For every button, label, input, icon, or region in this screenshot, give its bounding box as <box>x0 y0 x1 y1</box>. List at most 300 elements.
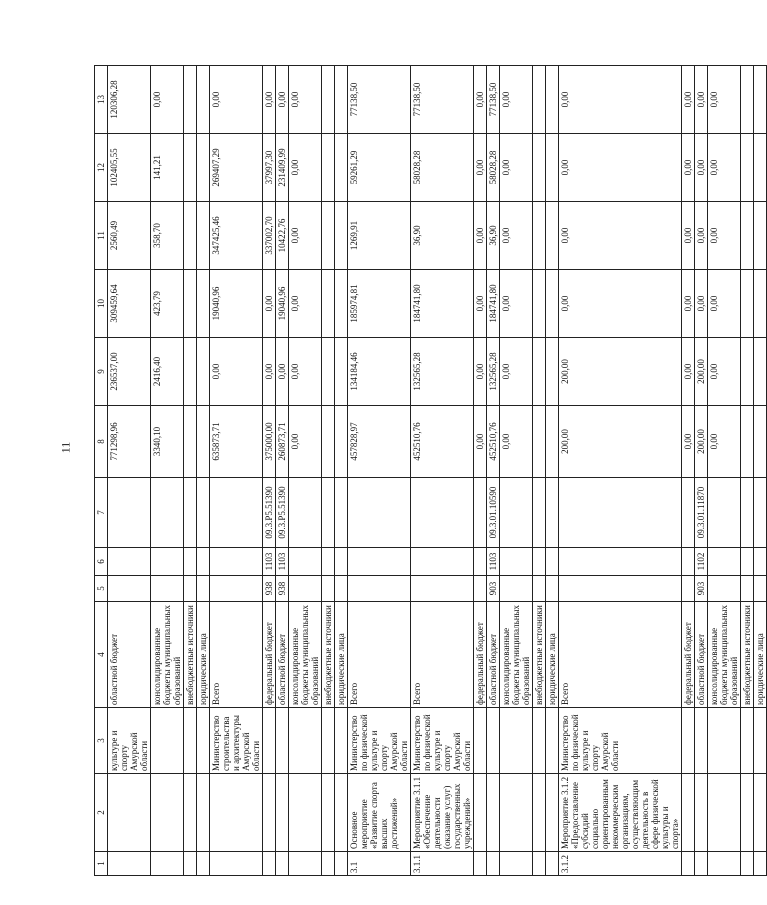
table-cell: 58028,28 <box>411 134 474 202</box>
table-cell: 09.3.P5.51390 <box>263 478 276 548</box>
table-cell: Мероприятие 3.1.1 «Обеспечение деятельности (оказание услуг) государственных учреждений» <box>411 774 474 852</box>
table-cell <box>335 478 348 548</box>
table-cell: 347425,46 <box>210 202 263 270</box>
table-cell <box>322 202 335 270</box>
table-cell <box>546 66 559 134</box>
table-cell <box>108 478 151 548</box>
table-cell <box>184 66 197 134</box>
table-cell <box>487 774 500 852</box>
table-cell: 77138,50 <box>348 66 411 134</box>
table-cell <box>741 774 754 852</box>
table-cell: 0,00 <box>210 66 263 134</box>
header-cell: 8 <box>95 406 108 478</box>
table-cell <box>546 852 559 876</box>
table-cell <box>559 576 682 602</box>
table-cell <box>546 576 559 602</box>
table-cell <box>289 548 322 576</box>
table-cell <box>500 478 533 548</box>
table-cell <box>210 852 263 876</box>
table-cell: 0,00 <box>289 66 322 134</box>
table-cell: 132565,28 <box>411 338 474 406</box>
table-cell: 0,00 <box>559 202 682 270</box>
table-cell <box>741 406 754 478</box>
table-cell <box>546 270 559 338</box>
table-cell <box>335 406 348 478</box>
table-cell <box>151 478 184 548</box>
table-cell <box>335 576 348 602</box>
table-cell <box>184 406 197 478</box>
table-cell <box>754 774 767 852</box>
table-cell <box>184 270 197 338</box>
table-cell: 0,00 <box>682 202 695 270</box>
table-cell <box>322 548 335 576</box>
table-cell <box>474 576 487 602</box>
table-cell <box>708 576 741 602</box>
table-cell <box>741 202 754 270</box>
table-cell: 0,00 <box>289 270 322 338</box>
table-cell <box>708 708 741 774</box>
table-cell <box>151 774 184 852</box>
table-cell <box>322 774 335 852</box>
table-cell <box>487 852 500 876</box>
table-cell <box>682 774 695 852</box>
table-cell: 0,00 <box>289 202 322 270</box>
table-cell <box>411 478 474 548</box>
table-cell <box>184 478 197 548</box>
header-cell: 3 <box>95 708 108 774</box>
table-cell: 0,00 <box>682 66 695 134</box>
table-cell <box>754 338 767 406</box>
table-cell <box>754 406 767 478</box>
table-cell: 0,00 <box>708 66 741 134</box>
header-row <box>95 66 108 876</box>
table-cell: 59261,29 <box>348 134 411 202</box>
table-cell: 200,00 <box>559 338 682 406</box>
table-cell <box>533 478 546 548</box>
header-cell: 1 <box>95 852 108 876</box>
header-cell: 5 <box>95 576 108 602</box>
table-cell: 120306,28 <box>108 66 151 134</box>
table-cell <box>108 852 151 876</box>
table-cell <box>474 852 487 876</box>
table-cell <box>533 202 546 270</box>
table-cell: 1269,91 <box>348 202 411 270</box>
rotated-page <box>94 66 765 876</box>
table-cell: 0,00 <box>263 338 276 406</box>
table-row <box>474 66 487 876</box>
table-cell: Всего <box>411 602 474 708</box>
table-cell: юридические лица <box>197 602 210 708</box>
table-cell <box>197 134 210 202</box>
table-cell: 09.3.01.10590 <box>487 478 500 548</box>
table-cell <box>184 708 197 774</box>
table-cell <box>546 338 559 406</box>
table-cell <box>197 66 210 134</box>
table-cell <box>184 134 197 202</box>
table-cell: 09.3.P5.51390 <box>276 478 289 548</box>
table-cell: 0,00 <box>276 66 289 134</box>
table-cell: юридические лица <box>546 602 559 708</box>
table-cell: 0,00 <box>474 202 487 270</box>
table-cell: областной бюджет <box>276 602 289 708</box>
table-cell: 0,00 <box>500 134 533 202</box>
table-cell <box>335 134 348 202</box>
table-cell <box>474 478 487 548</box>
table-cell: 1103 <box>487 548 500 576</box>
table-cell <box>500 548 533 576</box>
table-cell: 10422,76 <box>276 202 289 270</box>
table-cell <box>754 478 767 548</box>
table-cell: Всего <box>210 602 263 708</box>
table-cell: 102405,55 <box>108 134 151 202</box>
table-cell: 0,00 <box>289 134 322 202</box>
table-cell: 0,00 <box>474 270 487 338</box>
table-cell <box>335 270 348 338</box>
table-cell: 358,70 <box>151 202 184 270</box>
table-cell: 375000,00 <box>263 406 276 478</box>
table-cell: Министерство по физической культуре и спорту Амурской области <box>348 708 411 774</box>
table-cell: 423,79 <box>151 270 184 338</box>
table-row <box>210 66 263 876</box>
table-cell <box>533 576 546 602</box>
table-cell <box>151 576 184 602</box>
table-cell: консолидированные бюджеты муниципальных образований <box>151 602 184 708</box>
table-cell: 0,00 <box>474 406 487 478</box>
table-cell: федеральный бюджет <box>682 602 695 708</box>
table-cell <box>682 852 695 876</box>
table-cell: 0,00 <box>151 66 184 134</box>
table-cell <box>184 852 197 876</box>
table-cell: 0,00 <box>695 270 708 338</box>
budget-table <box>94 65 767 876</box>
table-cell <box>500 852 533 876</box>
table-cell: 236537,00 <box>108 338 151 406</box>
table-cell <box>322 852 335 876</box>
table-cell <box>754 270 767 338</box>
table-cell: Министерство по физической культуре и спорту Амурской области <box>559 708 682 774</box>
table-cell: 457828,97 <box>348 406 411 478</box>
table-cell <box>210 548 263 576</box>
table-row <box>487 66 500 876</box>
table-cell: 141,21 <box>151 134 184 202</box>
table-cell: 0,00 <box>682 338 695 406</box>
table-cell: 1102 <box>695 548 708 576</box>
table-cell: 134184,46 <box>348 338 411 406</box>
table-cell: 200,00 <box>559 406 682 478</box>
table-cell <box>546 134 559 202</box>
table-cell <box>411 576 474 602</box>
table-cell: 58028,28 <box>487 134 500 202</box>
table-cell <box>197 202 210 270</box>
table-cell <box>184 202 197 270</box>
table-row <box>289 66 322 876</box>
table-cell: 0,00 <box>500 270 533 338</box>
table-cell: 0,00 <box>289 406 322 478</box>
table-row <box>276 66 289 876</box>
header-cell: 13 <box>95 66 108 134</box>
table-cell <box>533 548 546 576</box>
table-cell <box>322 66 335 134</box>
table-cell: 452510,76 <box>411 406 474 478</box>
table-cell: 0,00 <box>559 270 682 338</box>
table-cell: 269407,29 <box>210 134 263 202</box>
table-row <box>500 66 533 876</box>
table-cell: 0,00 <box>708 134 741 202</box>
table-cell <box>741 134 754 202</box>
table-cell <box>263 852 276 876</box>
table-cell <box>754 202 767 270</box>
table-cell <box>108 548 151 576</box>
table-cell: юридические лица <box>754 602 767 708</box>
table-cell <box>335 548 348 576</box>
table-cell <box>500 576 533 602</box>
table-cell: областной бюджет <box>108 602 151 708</box>
table-cell <box>335 708 348 774</box>
table-cell <box>322 708 335 774</box>
table-cell <box>108 576 151 602</box>
table-cell: федеральный бюджет <box>263 602 276 708</box>
table-cell <box>695 852 708 876</box>
table-row <box>708 66 741 876</box>
table-cell: 1103 <box>276 548 289 576</box>
table-cell <box>754 708 767 774</box>
table-cell <box>197 338 210 406</box>
table-row <box>348 66 411 876</box>
header-cell: 10 <box>95 270 108 338</box>
table-cell <box>754 576 767 602</box>
table-cell: 0,00 <box>500 66 533 134</box>
table-cell: 231409,99 <box>276 134 289 202</box>
table-cell: 1103 <box>263 548 276 576</box>
table-cell <box>184 338 197 406</box>
table-cell <box>210 576 263 602</box>
table-cell <box>151 852 184 876</box>
table-cell: 0,00 <box>708 202 741 270</box>
table-cell <box>559 478 682 548</box>
table-cell <box>695 774 708 852</box>
table-cell: Всего <box>348 602 411 708</box>
table-cell: Министерство по физической культуре и спорту Амурской области <box>411 708 474 774</box>
table-row <box>695 66 708 876</box>
table-row <box>682 66 695 876</box>
header-cell: 12 <box>95 134 108 202</box>
table-cell <box>348 478 411 548</box>
table-cell <box>151 548 184 576</box>
table-cell <box>546 774 559 852</box>
table-cell: 0,00 <box>695 134 708 202</box>
table-cell: Всего <box>559 602 682 708</box>
table-cell <box>533 708 546 774</box>
table-cell: 0,00 <box>289 338 322 406</box>
table-row <box>108 66 151 876</box>
table-cell <box>289 576 322 602</box>
table-cell: 0,00 <box>695 66 708 134</box>
table-cell: 77138,50 <box>411 66 474 134</box>
page-number: 11 <box>58 441 73 454</box>
table-cell <box>474 774 487 852</box>
table-cell <box>276 708 289 774</box>
table-row <box>533 66 546 876</box>
table-cell: 0,00 <box>708 406 741 478</box>
table-cell <box>533 338 546 406</box>
table-cell: внебюджетные источники <box>533 602 546 708</box>
table-cell <box>335 852 348 876</box>
table-cell <box>322 406 335 478</box>
table-cell <box>289 708 322 774</box>
table-cell: 0,00 <box>474 338 487 406</box>
table-cell: 0,00 <box>500 338 533 406</box>
table-cell <box>708 774 741 852</box>
table-cell <box>708 478 741 548</box>
table-cell: внебюджетные источники <box>741 602 754 708</box>
table-cell: 938 <box>263 576 276 602</box>
table-cell: Основное мероприятие «Развитие спорта высших достижений» <box>348 774 411 852</box>
table-cell <box>289 478 322 548</box>
table-cell <box>754 852 767 876</box>
table-cell: 0,00 <box>682 270 695 338</box>
table-cell <box>559 548 682 576</box>
table-cell <box>708 852 741 876</box>
table-cell <box>741 708 754 774</box>
table-cell <box>289 852 322 876</box>
table-cell: 37997,30 <box>263 134 276 202</box>
table-cell: Мероприятие 3.1.2 «Предоставление субсидий социально ориентированным некоммерческим организациям, осуществляющим деятельность в сфере физической культуры и спорта» <box>559 774 682 852</box>
table-cell <box>546 202 559 270</box>
table-cell: областной бюджет <box>487 602 500 708</box>
table-cell <box>533 406 546 478</box>
table-cell <box>741 548 754 576</box>
table-cell <box>500 708 533 774</box>
table-cell <box>533 66 546 134</box>
table-cell <box>276 852 289 876</box>
table-cell <box>322 576 335 602</box>
table-cell <box>210 774 263 852</box>
table-cell: 0,00 <box>474 134 487 202</box>
table-cell: 3.1.2 <box>559 852 682 876</box>
header-cell: 2 <box>95 774 108 852</box>
table-row <box>151 66 184 876</box>
table-cell <box>411 548 474 576</box>
table-cell: 200,00 <box>695 338 708 406</box>
table-cell <box>184 548 197 576</box>
table-row <box>335 66 348 876</box>
header-cell: 11 <box>95 202 108 270</box>
table-cell <box>335 774 348 852</box>
table-cell: 0,00 <box>263 270 276 338</box>
table-cell <box>184 576 197 602</box>
table-cell: 0,00 <box>708 270 741 338</box>
table-cell <box>263 774 276 852</box>
table-cell: 36,90 <box>411 202 474 270</box>
table-row <box>754 66 767 876</box>
table-cell <box>708 548 741 576</box>
table-cell: 3340,10 <box>151 406 184 478</box>
table-cell <box>533 134 546 202</box>
table-cell <box>197 548 210 576</box>
table-cell: 184741,80 <box>411 270 474 338</box>
table-cell <box>754 134 767 202</box>
table-cell: 3.1.1 <box>411 852 474 876</box>
table-cell <box>682 548 695 576</box>
header-cell: 9 <box>95 338 108 406</box>
table-cell: 771298,96 <box>108 406 151 478</box>
table-cell <box>197 852 210 876</box>
table-cell: консолидированные бюджеты муниципальных образований <box>708 602 741 708</box>
table-cell <box>741 270 754 338</box>
table-cell: 0,00 <box>708 338 741 406</box>
table-cell <box>741 576 754 602</box>
table-cell <box>263 708 276 774</box>
table-cell <box>474 548 487 576</box>
table-cell <box>741 66 754 134</box>
table-row <box>411 66 474 876</box>
table-cell: внебюджетные источники <box>322 602 335 708</box>
table-cell: 184741,80 <box>487 270 500 338</box>
table-cell: 77138,50 <box>487 66 500 134</box>
table-cell <box>682 576 695 602</box>
table-cell <box>197 576 210 602</box>
table-cell: 0,00 <box>695 202 708 270</box>
table-cell <box>197 406 210 478</box>
header-cell: 7 <box>95 478 108 548</box>
table-cell <box>754 548 767 576</box>
table-cell <box>474 708 487 774</box>
table-cell: 3.1 <box>348 852 411 876</box>
table-row <box>741 66 754 876</box>
table-cell <box>197 708 210 774</box>
table-cell <box>533 270 546 338</box>
table-cell: 0,00 <box>559 134 682 202</box>
table-cell: консолидированные бюджеты муниципальных образований <box>289 602 322 708</box>
table-cell: 2416,40 <box>151 338 184 406</box>
table-cell <box>322 270 335 338</box>
table-cell: культуре и спорту Амурской области <box>108 708 151 774</box>
table-cell <box>682 478 695 548</box>
table-cell: 19040,96 <box>276 270 289 338</box>
header-cell: 6 <box>95 548 108 576</box>
table-cell <box>210 478 263 548</box>
table-cell: 0,00 <box>559 66 682 134</box>
table-cell <box>197 774 210 852</box>
table-cell <box>151 708 184 774</box>
table-cell <box>108 774 151 852</box>
table-cell: федеральный бюджет <box>474 602 487 708</box>
table-cell: 0,00 <box>682 134 695 202</box>
table-cell <box>546 406 559 478</box>
table-cell: 309459,64 <box>108 270 151 338</box>
table-row <box>546 66 559 876</box>
table-cell: внебюджетные источники <box>184 602 197 708</box>
table-cell <box>184 774 197 852</box>
table-row <box>263 66 276 876</box>
table-cell: 938 <box>276 576 289 602</box>
table-cell: 337002,70 <box>263 202 276 270</box>
table-cell <box>500 774 533 852</box>
table-cell <box>348 548 411 576</box>
table-cell <box>487 708 500 774</box>
table-row <box>184 66 197 876</box>
header-cell: 4 <box>95 602 108 708</box>
table-cell: 132565,28 <box>487 338 500 406</box>
table-cell <box>197 270 210 338</box>
table-cell <box>197 478 210 548</box>
table-cell <box>546 478 559 548</box>
table-cell: 0,00 <box>474 66 487 134</box>
table-cell <box>322 338 335 406</box>
table-cell: 635873,71 <box>210 406 263 478</box>
table-cell <box>335 66 348 134</box>
table-cell <box>682 708 695 774</box>
